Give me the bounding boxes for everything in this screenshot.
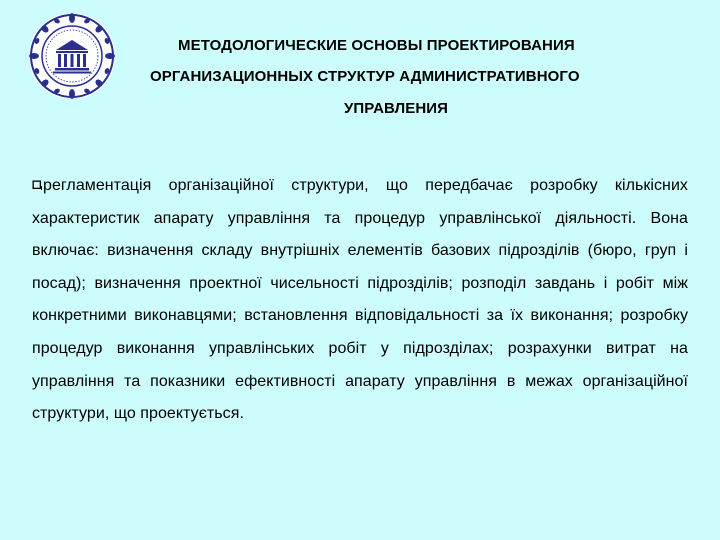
title-line-1: МЕТОДОЛОГИЧЕСКИЕ ОСНОВЫ ПРОЕКТИРОВАНИЯ <box>178 37 575 54</box>
university-logo <box>28 12 116 100</box>
university-emblem-logo <box>28 12 116 100</box>
body-paragraph <box>32 170 688 431</box>
paragraph-text: регламентація організаційної структури, що передбачає розробку кількісних характеристик апарату управління та процедур управлінської діяльності. Вона включає: визначення складу внутрішніх елементів базових підрозділів (бюро, груп і посад); визначення проектної чисельності підрозділів; розподіл завдань і робіт між конкретними виконавцями; встановлення відповідальності за їх виконання; розробку процедур виконання управлінських робіт у підрозділах; розрахунки витрат на управління та показники ефективності апарату управління в межах організаційної структури, що проектується. <box>32 177 688 423</box>
title-line-2: ОРГАНИЗАЦИОННЫХ СТРУКТУР АДМИНИСТРАТИВНОГО <box>150 68 580 85</box>
title-line-3: УПРАВЛЕНИЯ <box>344 100 449 117</box>
q-square-bullet-icon <box>32 180 42 190</box>
